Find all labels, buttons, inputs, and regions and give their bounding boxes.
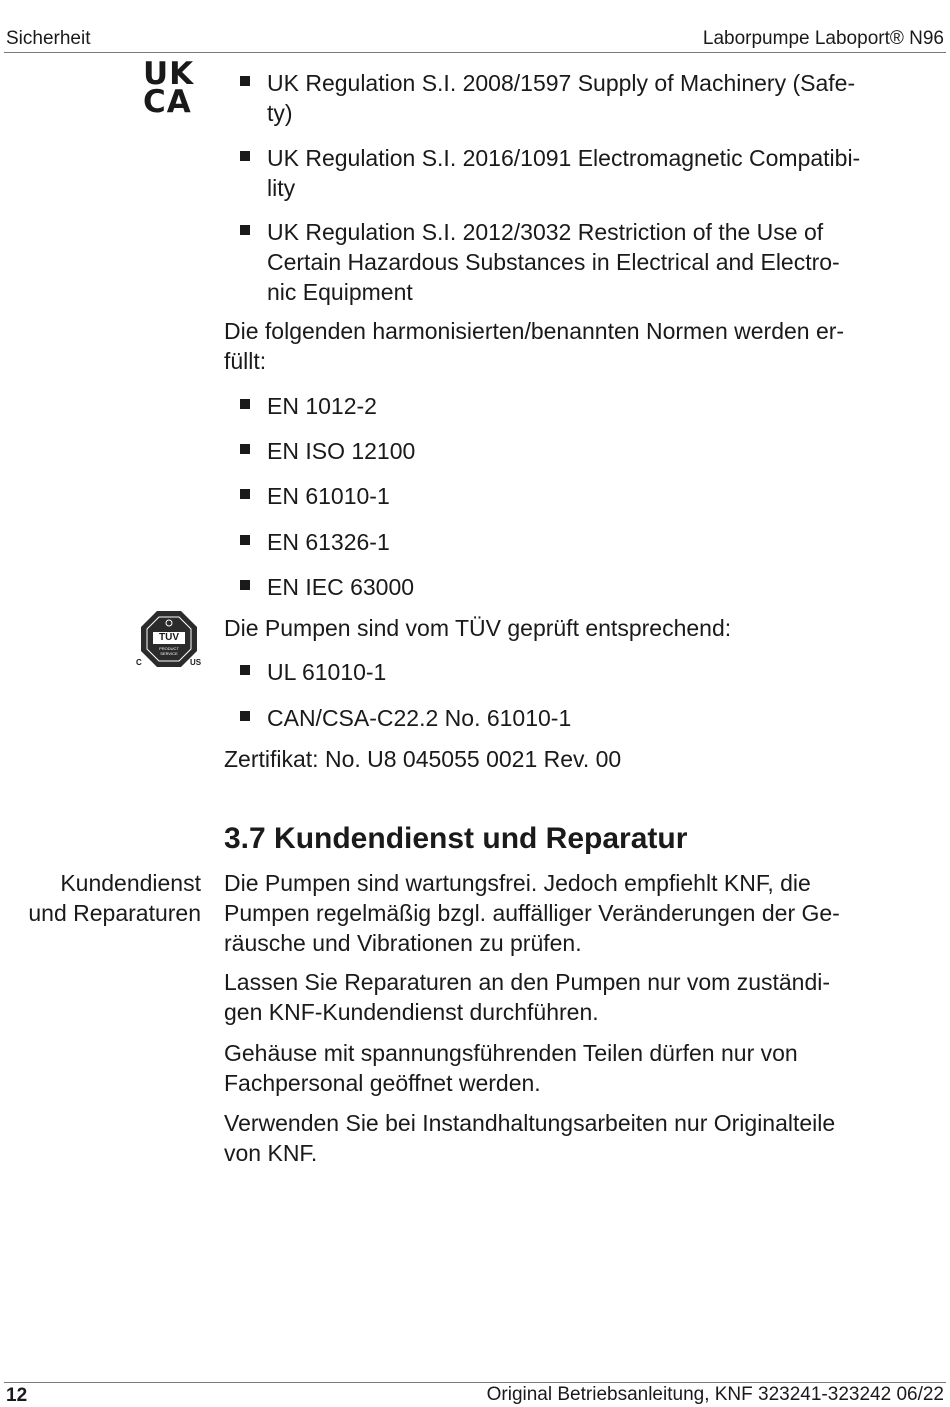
ukca-logo-line-1: UK	[143, 56, 195, 92]
tuv-logo-subtext: PRODUCT SERVICE	[159, 646, 179, 656]
footer-doc-info: Original Betriebsanleitung, KNF 323241-323242 06/22	[486, 1384, 944, 1405]
tuv-intro: Die Pumpen sind vom TÜV geprüft entsprechend:	[224, 615, 732, 641]
tuv-certification-logo	[135, 608, 205, 672]
ukca-logo	[143, 56, 205, 120]
norm-item: EN 61326-1	[267, 529, 390, 555]
bullet-square-icon	[240, 665, 250, 675]
paragraph: Gehäuse mit spannungsführenden Teilen dürfen nur von Fachpersonal geöffnet werden.	[224, 1040, 798, 1096]
ukca-item-3: UK Regulation S.I. 2012/3032 Restriction of the Use of Certain Hazardous Substances in Electrical and Electro- nic Equipment	[267, 219, 840, 305]
bullet-square-icon	[240, 580, 250, 590]
tuv-item: UL 61010-1	[267, 659, 387, 685]
bullet-square-icon	[240, 535, 250, 545]
tuv-logo-c: C	[136, 658, 142, 667]
bullet-square-icon	[240, 711, 250, 721]
certificate-number: Zertifikat: No. U8 045055 0021 Rev. 00	[224, 746, 622, 772]
running-header-product: Laborpumpe Laboport® N96	[702, 28, 944, 49]
page-number: 12	[6, 1385, 28, 1406]
bullet-square-icon	[240, 76, 250, 86]
bullet-square-icon	[240, 489, 250, 499]
footer-rule	[4, 1382, 946, 1383]
paragraph: Verwenden Sie bei Instandhaltungsarbeiten nur Originalteile von KNF.	[224, 1110, 836, 1166]
norm-item: EN 1012-2	[267, 393, 377, 419]
paragraph: Die Pumpen sind wartungsfrei. Jedoch empfiehlt KNF, die Pumpen regelmäßig bzgl. auffälliger Veränderungen der Ge- räusche und Vibrationen zu prüfen.	[224, 870, 840, 956]
bullet-square-icon	[240, 225, 250, 235]
ukca-logo-line-2: CA	[143, 84, 192, 120]
ukca-item-1: UK Regulation S.I. 2008/1597 Supply of Machinery (Safe- ty)	[267, 70, 856, 126]
tuv-item: CAN/CSA-C22.2 No. 61010-1	[267, 705, 572, 731]
paragraph: Lassen Sie Reparaturen an den Pumpen nur vom zuständi- gen KNF-Kundendienst durchführen.	[224, 969, 831, 1025]
bullet-square-icon	[240, 444, 250, 454]
norm-item: EN ISO 12100	[267, 438, 416, 464]
tuv-logo-us: US	[190, 658, 202, 667]
norm-item: EN 61010-1	[267, 483, 390, 509]
section-heading: 3.7 Kundendienst und Reparatur	[224, 822, 688, 855]
norm-item: EN IEC 63000	[267, 574, 415, 600]
bullet-square-icon	[240, 151, 250, 161]
bullet-square-icon	[240, 399, 250, 409]
side-label: Kundendienst und Reparaturen	[28, 870, 201, 926]
header-rule	[4, 52, 946, 53]
norms-intro: Die folgenden harmonisierten/benannten Normen werden er- füllt:	[224, 318, 845, 374]
ukca-item-2: UK Regulation S.I. 2016/1091 Electromagnetic Compatibi- lity	[267, 145, 861, 201]
tuv-logo-text: TÜV	[159, 632, 179, 643]
running-header-section: Sicherheit	[6, 28, 91, 49]
